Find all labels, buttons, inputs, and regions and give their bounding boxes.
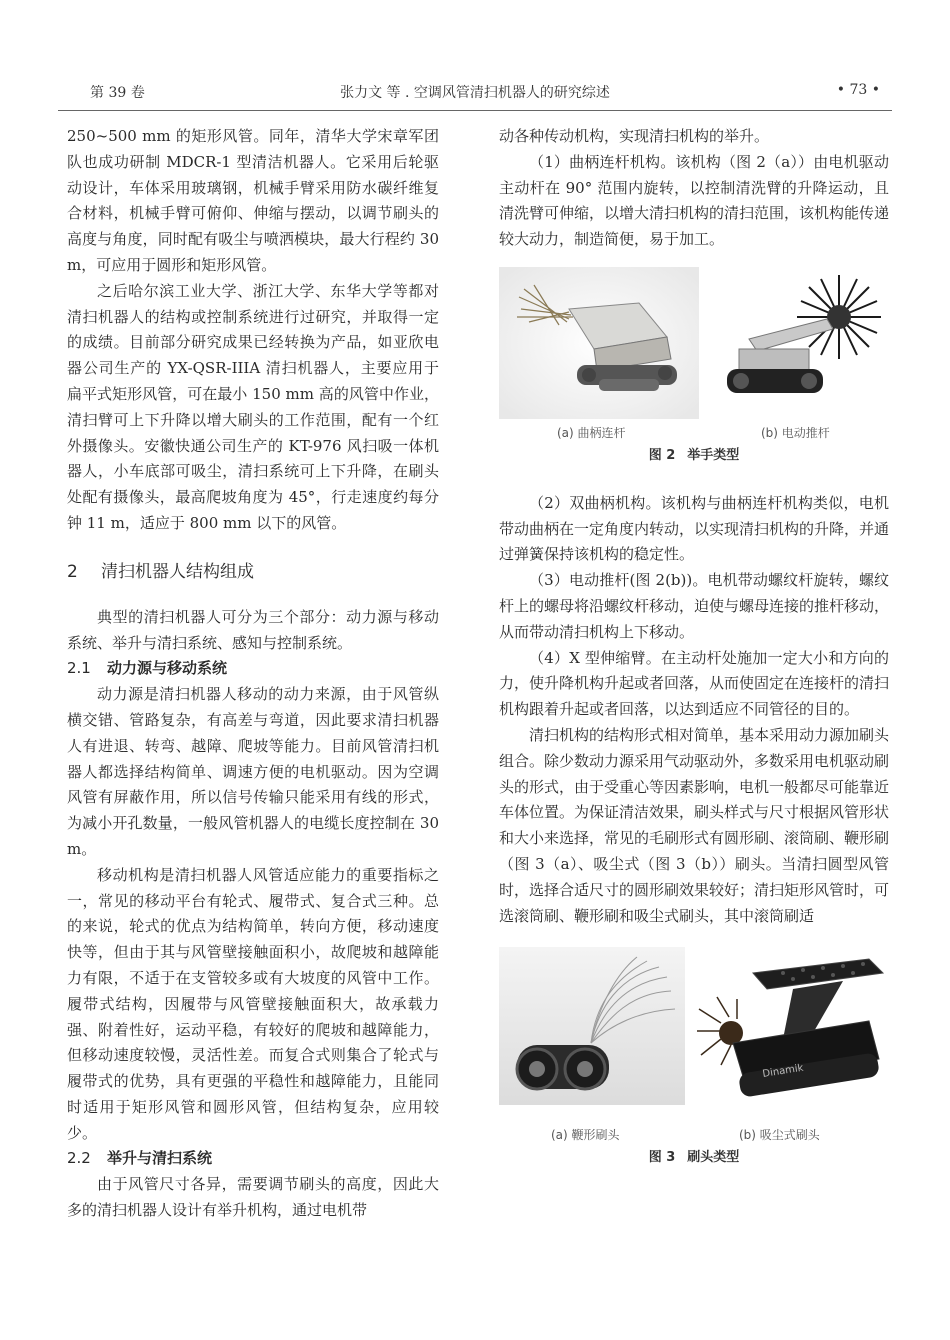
figure-number: 图 2	[648, 447, 676, 463]
left-column	[67, 124, 439, 1224]
journal-volume: 第 39 卷	[90, 85, 145, 101]
section-title: 清扫机器人结构组成	[101, 561, 254, 582]
figure-number: 图 3	[648, 1150, 676, 1166]
paragraph: 动各种传动机构，实现清扫机构的举升。	[499, 127, 770, 145]
paragraph: （4）X 型伸缩臂。在主动杆处施加一定大小和方向的力，使升降机构升起或者回落，从而使固定在连接杆的清扫机构跟着升起或者回落，以达到适应不同管径的目的。	[499, 648, 890, 719]
paragraph: （3）电动推杆(图 2(b))。电机带动螺纹杆旋转，螺纹杆上的螺母将沿螺纹杆移动，迫使与螺母连接的推杆移动，从而带动清扫机构上下移动。	[499, 571, 890, 641]
paragraph: 清扫机构的结构形式相对简单，基本采用动力源加刷头组合。除少数动力源采用气动驱动外，多数采用电机驱动刷头的形式，由于受重心等因素影响，电机一般都尽可能靠近车体位置。为保证清洁效果，刷头样式与尺寸根据风管形状和大小来选择，常见的毛刷形式有圆形刷、滚筒刷、鞭形刷（图 3（a）、吸尘式（图 3（b））刷头。当清扫圆型风管时，选择合适尺寸的圆形刷效果较好；清扫矩形风管时，可选滚筒刷、鞭形刷和吸尘式刷头，其中滚筒刷适	[499, 725, 890, 925]
subsection-heading	[67, 656, 439, 682]
header-rule	[58, 110, 892, 111]
subsection-heading	[67, 1146, 439, 1172]
figure-2b-caption: (b) 电动推杆	[761, 425, 830, 440]
running-header	[58, 78, 892, 108]
paragraph: 由于风管尺寸各异，需要调节刷头的高度，因此大多的清扫机器人设计有举升机构，通过电机带	[67, 1175, 439, 1220]
paragraph: （2）双曲柄机构。该机构与曲柄连杆机构类似，电机带动曲柄在一定角度内转动，以实现清扫机构的升降，并通过弹簧保持该机构的稳定性。	[499, 493, 890, 564]
paragraph: 典型的清扫机器人可分为三个部分：动力源与移动系统、举升与清扫系统、感知与控制系统。	[67, 607, 439, 652]
figure-3a-image	[499, 947, 685, 1105]
subsection-title: 动力源与移动系统	[107, 659, 228, 678]
figure-2-title	[499, 443, 889, 469]
figure-3-captions	[499, 1121, 889, 1143]
robot-logo-text: Dinamik	[761, 1062, 805, 1081]
paragraph: （1）曲柄连杆机构。该机构（图 2（a））由电机驱动主动杆在 90° 范围内旋转，以控制清洗臂的升降运动，且清洗臂可伸缩，以增大清扫机构的清扫范围，该机构能传递较大动力，制造简便，易于加工。	[499, 152, 890, 249]
figure-3b-image	[693, 947, 889, 1105]
right-column	[499, 124, 889, 1179]
figure-3b-caption: (b) 吸尘式刷头	[739, 1128, 820, 1143]
figure-3a-caption: (a) 鞭形刷头	[551, 1128, 620, 1143]
page-number: • 73 •	[836, 82, 880, 98]
subsection-title: 举升与清扫系统	[107, 1149, 213, 1168]
figure-3-title	[499, 1145, 889, 1171]
figure-3	[499, 947, 889, 1171]
paragraph: 之后哈尔滨工业大学、浙江大学、东华大学等都对清扫机器人的结构或控制系统进行过研究，并取得一定的成绩。目前部分研究成果已经转换为产品，如亚欣电器公司生产的 YX-QSR-IIIA 清扫机器人，主要应用于扁平式矩形风管，可在最小 150 mm 高的风管中作业，清扫臂可上下升降以增大刷头的工作范围，配有一个红外摄像头。安徽快通公司生产的 KT-976 风扫吸一体机器人，小车底部可吸尘，清扫系统可上下升降，在刷头处配有摄像头，最高爬坡角度为 45°，行走速度约每分钟 11 m，适应于 800 mm 以下的风管。	[67, 281, 439, 532]
figure-2-captions	[499, 419, 889, 441]
section-number: 2	[67, 561, 78, 582]
paragraph: 移动机构是清扫机器人风管适应能力的重要指标之一，常见的移动平台有轮式、履带式、复合式三种。总的来说，轮式的优点为结构简单，转向方便，移动速度快等，但由于其与风管壁接触面积小，故爬坡和越障能力有限，不适于在支管较多或有大坡度的风管中工作。履带式结构，因履带与风管壁接触面积大，故承载力强、附着性好，运动平稳，有较好的爬坡和越障能力，但移动速度较慢，灵活性差。而复合式则集合了轮式与履带式的优势，具有更强的平稳性和越障能力，且能同时适用于矩形风管和圆形风管，但结构复杂，应用较少。	[67, 865, 439, 1142]
figure-title-text: 举手类型	[687, 447, 740, 463]
figure-3-images	[499, 947, 889, 1107]
paragraph: 250~500 mm 的矩形风管。同年，清华大学宋章军团队也成功研制 MDCR-1 型清洁机器人。它采用后轮驱动设计，车体采用玻璃钢，机械手臂采用防水碳纤维复合材料，机械手臂可俯仰、伸缩与摆动，以调节刷头的高度与角度，同时配有吸尘与喷洒模块，最大行程约 30 m，可应用于圆形和矩形风管。	[67, 127, 439, 274]
figure-2a-caption: (a) 曲柄连杆	[557, 425, 626, 440]
figure-2	[499, 267, 889, 469]
subsection-number: 2.2	[67, 1149, 91, 1168]
figure-2-images	[499, 267, 889, 419]
subsection-number: 2.1	[67, 659, 91, 678]
figure-2a-image	[499, 267, 699, 419]
section-heading	[67, 559, 439, 585]
paragraph: 动力源是清扫机器人移动的动力来源，由于风管纵横交错、管路复杂，有高差与弯道，因此要求清扫机器人有进退、转弯、越障、爬坡等能力。目前风管清扫机器人都选择结构简单、调速方便的电机驱动。因为空调风管有屏蔽作用，所以信号传输只能采用有线的形式，为减小开孔数量，一般风管机器人的电缆长度控制在 30 m。	[67, 685, 439, 858]
running-title: 张力文 等 . 空调风管清扫机器人的研究综述	[340, 85, 610, 101]
figure-title-text: 刷头类型	[687, 1150, 740, 1166]
figure-2b-image	[709, 267, 889, 419]
